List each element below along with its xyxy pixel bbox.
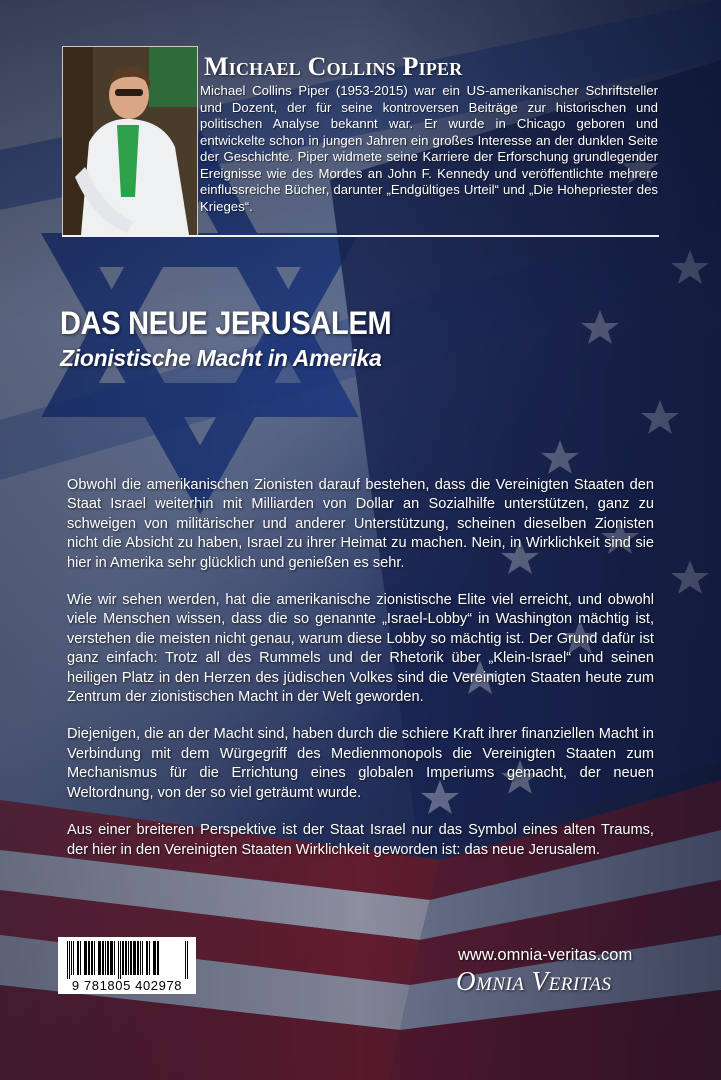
barcode-bar (88, 941, 90, 975)
author-portrait-figure (63, 47, 197, 235)
barcode-bar (80, 941, 81, 975)
barcode-bar (77, 941, 79, 975)
barcode-bar (102, 941, 104, 975)
barcode-bar (128, 941, 129, 975)
barcode-bar (69, 941, 70, 979)
barcode-bar (114, 941, 115, 975)
barcode-bar (125, 941, 127, 975)
description-paragraph-3: Diejenigen, die an der Macht sind, haben durch die schiere Kraft ihrer finanziellen Macht in Verbindung mit dem Würgegriff des Medienmonopols die Vereinigten Staaten zum Mechanismus für die Errichtung eines globalen Imperiums gemacht, der neuen Weltordnung, von der so viel geträumt wurde. (67, 726, 654, 801)
barcode-bar (118, 941, 119, 979)
barcode-bar (140, 941, 141, 975)
barcode-bar (110, 941, 113, 975)
isbn-number: 9 781805 402978 (71, 978, 183, 993)
barcode-bar (91, 941, 93, 975)
book-subtitle: Zionistische Macht in Amerika (60, 345, 382, 371)
description-paragraph-1: Obwohl die amerikanischen Zionisten darauf bestehen, dass die Vereinigten Staaten den Staat Israel weiterhin mit Milliarden von Dollar an Sozialhilfe unterstützen, ganz zu schweigen von militärischer und anderer Unterstützung, scheinen dieselben Zionisten nicht die Absicht zu haben, Israel zu ihrer Heimat zu machen. Nein, in Wirklichkeit sind sie hier in Amerika sehr glücklich und genießen es sehr. (67, 477, 654, 571)
barcode-bar (107, 941, 109, 975)
barcode-bar (122, 941, 124, 975)
barcode-bar (84, 941, 87, 975)
barcode-bar (137, 941, 139, 975)
description-paragraph-2: Wie wir sehen werden, hat die amerikanische zionistische Elite viel erreicht, und obwohl viele Menschen wissen, dass die so genannte „Israel-Lobby“ in Washington mächtig ist, verstehen die meisten nicht genau, warum diese Lobby so mächtig ist. Der Grund dafür ist ganz einfach: Trotz all des Rummels und der Rhetorik über „Klein-Israel“ und seinen heiligen Platz in den Herzen des jüdischen Volkes sind die Vereinigten Staaten heute zum Zentrum der zionistischen Macht in der Welt geworden. (67, 592, 654, 706)
book-description (67, 476, 654, 878)
barcode-bar (133, 941, 136, 975)
barcode-bar (185, 941, 186, 979)
author-name: Michael Collins Piper (204, 52, 463, 81)
divider-line (62, 235, 659, 237)
barcode-bar (98, 941, 101, 975)
publisher-logo: Omnia Veritas (456, 966, 612, 996)
barcode-bar (94, 941, 95, 975)
barcode-bar (146, 941, 148, 975)
barcode-bar (142, 941, 143, 975)
book-title: DAS NEUE JERUSALEM (60, 306, 392, 342)
barcode-icon (65, 941, 191, 979)
barcode-bar (187, 941, 188, 979)
isbn-barcode (58, 937, 196, 994)
barcode-bar (73, 941, 74, 975)
barcode-bar (71, 941, 72, 975)
barcode-bar (120, 941, 121, 979)
barcode-bar (153, 941, 156, 975)
barcode-bar (130, 941, 132, 975)
barcode-bar (67, 941, 68, 979)
description-paragraph-4: Aus einer breiteren Perspektive ist der Staat Israel nur das Symbol eines alten Traums, der hier in den Vereinigten Staaten Wirklichkeit geworden ist: das neue Jerusalem. (67, 822, 654, 858)
barcode-bar (149, 941, 150, 975)
author-photo (62, 46, 198, 236)
barcode-bar (157, 941, 159, 975)
barcode-bar (105, 941, 106, 975)
author-bio: Michael Collins Piper (1953-2015) war ein US-amerikanischer Schriftsteller und Dozent, der für seine kontroversen Beiträge zur historischen und politischen Analyse bekannt war. Er wurde in Chicago geboren und entwickelte schon in jungen Jahren ein großes Interesse an der dunklen Seite der Geschichte. Piper widmete seine Karriere der Erforschung grundlegender Ereignisse wie des Mordes an John F. Kennedy und veröffentlichte mehrere einflussreiche Bücher, darunter „Endgültiges Urteil“ und „Die Hohepriester des Krieges“. (200, 83, 658, 214)
publisher-website: www.omnia-veritas.com (458, 946, 633, 964)
